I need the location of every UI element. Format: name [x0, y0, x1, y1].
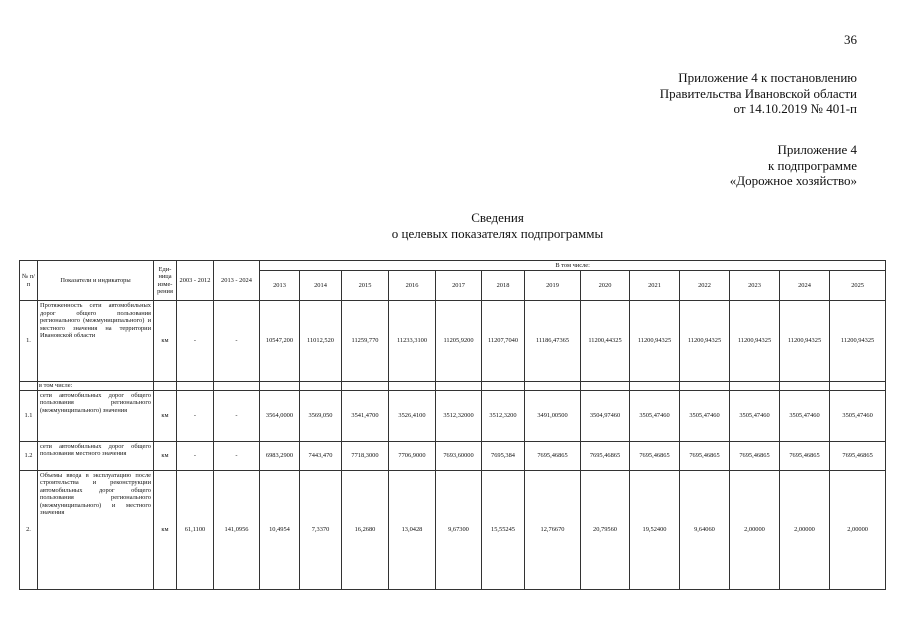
- appendix-line: к подпрограмме: [767, 157, 857, 173]
- appendix-line: Приложение 4: [777, 142, 857, 157]
- row-value: 19,52400: [630, 470, 680, 589]
- row-value: 2,00000: [730, 470, 780, 589]
- row-value: 7695,46865: [680, 441, 730, 470]
- row-unit: км: [154, 441, 177, 470]
- row-num: 1.: [20, 301, 38, 382]
- appendix-header: [730, 142, 857, 189]
- row-value: 3512,3200: [482, 390, 525, 441]
- row-num: 1.1: [20, 390, 38, 441]
- title-line: Сведения: [471, 210, 524, 225]
- row-value: 3491,00500: [525, 390, 581, 441]
- subheading-empty: [342, 382, 389, 391]
- subheading-empty: [581, 382, 630, 391]
- row-value: 11200,94325: [630, 301, 680, 382]
- row-value: 7695,46865: [780, 441, 830, 470]
- row-unit: км: [154, 301, 177, 382]
- header-year: 2014: [300, 271, 342, 301]
- subheading-empty: [730, 382, 780, 391]
- row-value: 7693,60000: [436, 441, 482, 470]
- indicators-table: [19, 260, 886, 590]
- row-num: 1.2: [20, 441, 38, 470]
- row-value: 11200,94325: [730, 301, 780, 382]
- row-value: 10547,200: [260, 301, 300, 382]
- row-value: 7,3370: [300, 470, 342, 589]
- row-value: 7695,46865: [830, 441, 886, 470]
- approval-line: Приложение 4 к постановлению: [678, 70, 857, 85]
- header-year: 2021: [630, 271, 680, 301]
- row-value: 11012,520: [300, 301, 342, 382]
- approval-line: Правительства Ивановской области: [659, 85, 857, 101]
- header-unit: Еди-ница изме-рения: [154, 261, 177, 301]
- table-row: [20, 301, 886, 382]
- subheading-empty: [482, 382, 525, 391]
- row-value: 9,67300: [436, 470, 482, 589]
- header-period: 2003 - 2012: [177, 261, 214, 301]
- row-period: 141,0956: [214, 470, 260, 589]
- row-value: 12,76670: [525, 470, 581, 589]
- header-year: 2017: [436, 271, 482, 301]
- header-year: 2025: [830, 271, 886, 301]
- table-header-row: [20, 261, 886, 271]
- header-year: 2024: [780, 271, 830, 301]
- header-year: 2022: [680, 271, 730, 301]
- row-value: 7718,3000: [342, 441, 389, 470]
- table-row: [20, 470, 886, 589]
- row-value: 7695,46865: [525, 441, 581, 470]
- row-value: 3505,47460: [680, 390, 730, 441]
- title-line: о целевых показателях подпрограммы: [391, 225, 604, 241]
- row-value: 3526,4100: [389, 390, 436, 441]
- row-value: 3505,47460: [830, 390, 886, 441]
- row-value: 7706,9000: [389, 441, 436, 470]
- subheading-empty: [214, 382, 260, 391]
- row-value: 3504,97460: [581, 390, 630, 441]
- subheading-empty: [260, 382, 300, 391]
- row-value: 7695,46865: [730, 441, 780, 470]
- subheading-empty: [780, 382, 830, 391]
- row-value: 3564,0000: [260, 390, 300, 441]
- table-row: [20, 390, 886, 441]
- row-period: -: [214, 301, 260, 382]
- row-value: 2,00000: [780, 470, 830, 589]
- row-value: 16,2680: [342, 470, 389, 589]
- row-value: 10,4954: [260, 470, 300, 589]
- appendix-line: «Дорожное хозяйство»: [729, 173, 857, 188]
- row-value: 7695,46865: [630, 441, 680, 470]
- row-period: 61,1100: [177, 470, 214, 589]
- row-value: 11259,770: [342, 301, 389, 382]
- row-value: 11200,94325: [830, 301, 886, 382]
- row-value: 11207,7040: [482, 301, 525, 382]
- header-year: 2018: [482, 271, 525, 301]
- header-year: 2015: [342, 271, 389, 301]
- subheading-empty: [525, 382, 581, 391]
- row-value: 9,64060: [680, 470, 730, 589]
- subheading-num: [20, 382, 38, 391]
- page-number: 36: [844, 32, 857, 47]
- subheading-empty: [680, 382, 730, 391]
- row-name: сети автомобильных дорог общего пользования регионального (межмуниципального) значения: [38, 390, 154, 441]
- header-name: Показатели и индикаторы: [38, 261, 154, 301]
- subheading-empty: [436, 382, 482, 391]
- table-row: [20, 441, 886, 470]
- subheading-empty: [300, 382, 342, 391]
- row-value: 2,00000: [830, 470, 886, 589]
- row-value: 3541,4700: [342, 390, 389, 441]
- header-year: 2016: [389, 271, 436, 301]
- row-value: 11233,3100: [389, 301, 436, 382]
- row-value: 3512,32000: [436, 390, 482, 441]
- row-name: Протяженность сети автомобильных дорог общего пользования регионального (межмуниципального) и местного значения на территории Ивановской области: [38, 301, 154, 382]
- row-value: 20,79560: [581, 470, 630, 589]
- header-including: В том числе:: [260, 261, 886, 271]
- row-value: 15,55245: [482, 470, 525, 589]
- row-name: сети автомобильных дорог общего пользования местного значения: [38, 441, 154, 470]
- row-period: -: [214, 390, 260, 441]
- row-value: 3505,47460: [730, 390, 780, 441]
- subheading-empty: [154, 382, 177, 391]
- row-value: 3505,47460: [630, 390, 680, 441]
- row-value: 11186,47365: [525, 301, 581, 382]
- row-value: 11200,44325: [581, 301, 630, 382]
- row-value: 7443,470: [300, 441, 342, 470]
- row-value: 11200,94325: [780, 301, 830, 382]
- subheading-empty: [389, 382, 436, 391]
- document-title: [0, 210, 905, 241]
- row-period: -: [214, 441, 260, 470]
- row-value: 3505,47460: [780, 390, 830, 441]
- subheading-empty: [177, 382, 214, 391]
- row-value: 7695,384: [482, 441, 525, 470]
- subheading-label: в том числе:: [38, 382, 154, 391]
- table-subheading-row: [20, 382, 886, 391]
- row-period: -: [177, 301, 214, 382]
- header-year: 2019: [525, 271, 581, 301]
- row-value: 3569,050: [300, 390, 342, 441]
- subheading-empty: [830, 382, 886, 391]
- row-unit: км: [154, 470, 177, 589]
- row-unit: км: [154, 390, 177, 441]
- header-period: 2013 - 2024: [214, 261, 260, 301]
- approval-line: от 14.10.2019 № 401-п: [733, 101, 857, 116]
- approval-header: [660, 70, 857, 117]
- header-year: 2020: [581, 271, 630, 301]
- row-period: -: [177, 390, 214, 441]
- row-value: 7695,46865: [581, 441, 630, 470]
- row-period: -: [177, 441, 214, 470]
- row-value: 6983,2900: [260, 441, 300, 470]
- row-num: 2.: [20, 470, 38, 589]
- header-year: 2023: [730, 271, 780, 301]
- header-num: № п/п: [20, 261, 38, 301]
- row-value: 13,0428: [389, 470, 436, 589]
- header-year: 2013: [260, 271, 300, 301]
- subheading-empty: [630, 382, 680, 391]
- row-value: 11200,94325: [680, 301, 730, 382]
- row-name: Объемы ввода в эксплуатацию после строительства и реконструкции автомобильных дорог общего пользования регионального (межмуниципального) и местного значения: [38, 470, 154, 589]
- row-value: 11205,9200: [436, 301, 482, 382]
